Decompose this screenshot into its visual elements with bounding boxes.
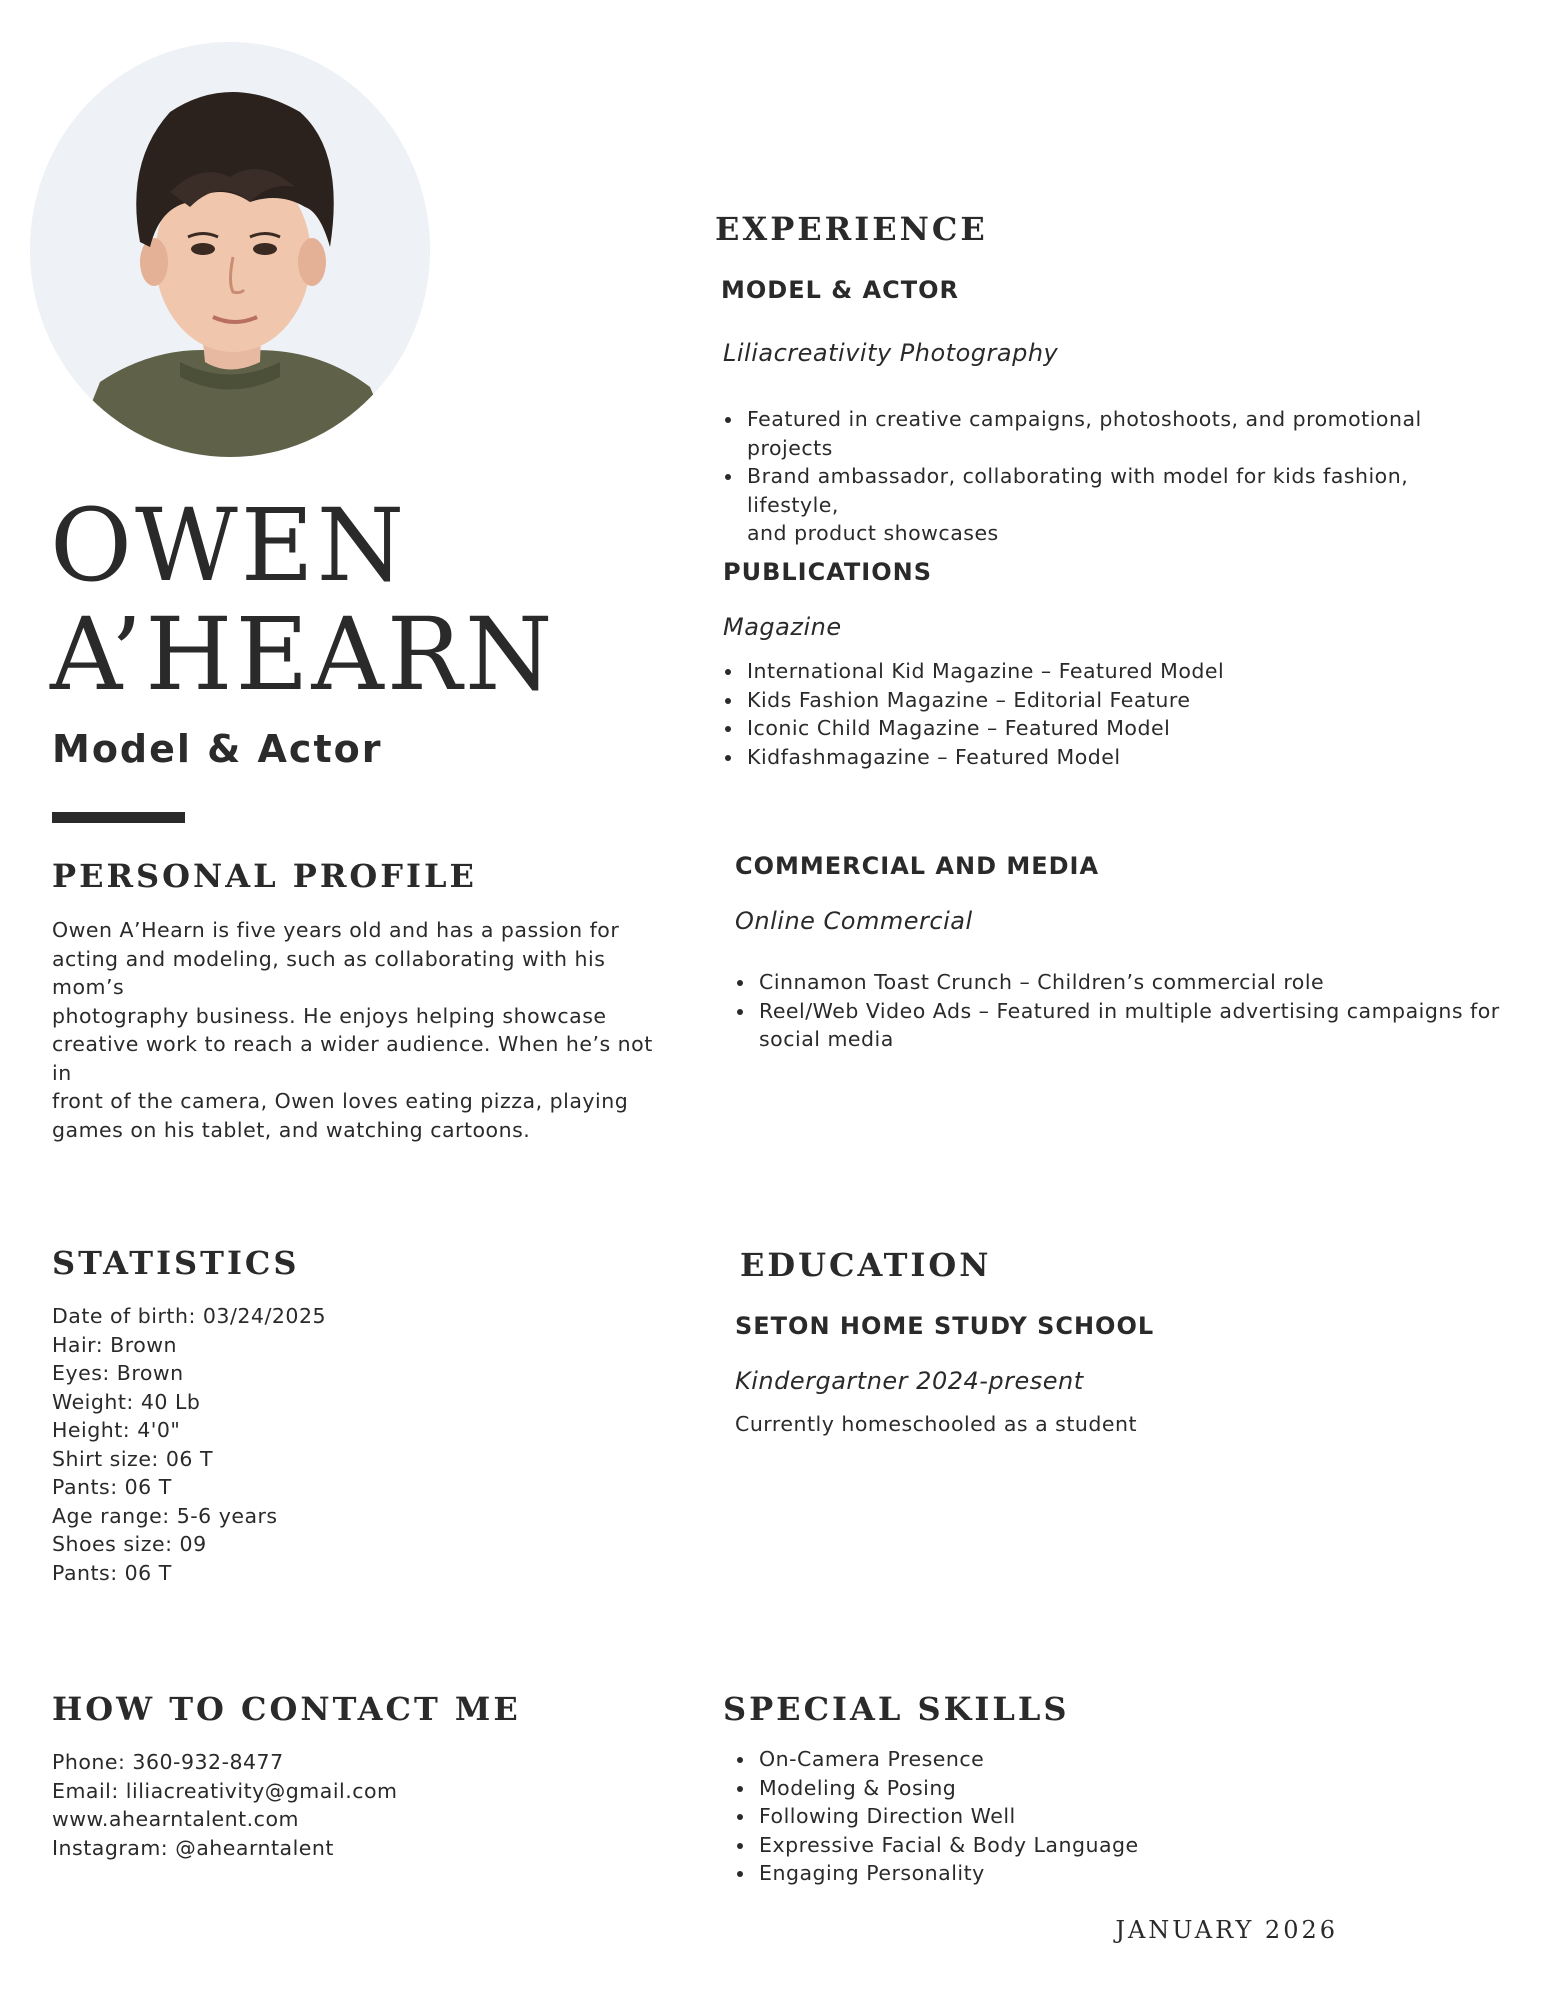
list-item: Cinnamon Toast Crunch – Children’s commercial role (735, 968, 1515, 997)
stat-item: Pants: 06 T (52, 1560, 172, 1585)
profile-text: Owen A’Hearn is five years old and has a passion for acting and modeling, such as collaborating with his mom’s photography business. He enjoys helping showcase creative work to reach a wider audience. When he’s not in front of the camera, Owen loves eating pizza, playing games on his tablet, and watching cartoons. (52, 918, 653, 1142)
statistics-heading: STATISTICS (52, 1244, 300, 1282)
experience-bullets (723, 405, 1503, 548)
contact-list (52, 1748, 398, 1862)
list-item: Iconic Child Magazine – Featured Model (723, 714, 1503, 743)
list-item: Kidfashmagazine – Featured Model (723, 743, 1503, 772)
contact-website[interactable]: www.ahearntalent.com (52, 1807, 299, 1831)
stat-item: Height: 4'0" (52, 1418, 181, 1442)
list-item: Featured in creative campaigns, photoshoots, and promotional projects (723, 405, 1503, 462)
divider-bar (52, 812, 185, 823)
list-item: Brand ambassador, collaborating with model for kids fashion, lifestyle, and product showcases (723, 462, 1503, 548)
stat-item: Weight: 40 Lb (52, 1389, 201, 1414)
list-item: Modeling & Posing (735, 1774, 1435, 1803)
child-portrait-image (30, 42, 430, 457)
name-first: OWEN (50, 487, 408, 604)
commercial-heading: COMMERCIAL AND MEDIA (735, 852, 1100, 880)
profile-heading: PERSONAL PROFILE (52, 857, 477, 895)
list-item: Kids Fashion Magazine – Editorial Feature (723, 686, 1503, 715)
stat-item: Shirt size: 06 T (52, 1446, 213, 1471)
experience-title: MODEL & ACTOR (721, 276, 959, 304)
statistics-list (52, 1302, 326, 1587)
stat-item: Pants: 06 T (52, 1475, 172, 1499)
publications-heading: PUBLICATIONS (723, 558, 932, 586)
publications-bullets (723, 657, 1503, 771)
contact-instagram[interactable]: Instagram: @ahearntalent (52, 1835, 334, 1860)
contact-heading: HOW TO CONTACT ME (52, 1690, 521, 1728)
commercial-bullets (735, 968, 1515, 1054)
education-note: Currently homeschooled as a student (735, 1412, 1138, 1436)
stat-item: Eyes: Brown (52, 1361, 184, 1385)
skills-bullets (735, 1745, 1435, 1888)
commercial-subtitle: Online Commercial (735, 907, 973, 935)
name-last: A’HEARN (50, 596, 556, 713)
education-heading: EDUCATION (740, 1246, 992, 1284)
stat-item: Age range: 5-6 years (52, 1503, 278, 1528)
list-item: Following Direction Well (735, 1802, 1435, 1831)
role-title: Model & Actor (52, 727, 383, 771)
publications-subtitle: Magazine (723, 613, 842, 641)
experience-company: Liliacreativity Photography (723, 339, 1059, 367)
list-item: On-Camera Presence (735, 1745, 1435, 1774)
stat-item: Hair: Brown (52, 1332, 178, 1357)
profile-photo (30, 42, 430, 457)
education-school: SETON HOME STUDY SCHOOL (735, 1312, 1155, 1340)
list-item: Reel/Web Video Ads – Featured in multiple advertising campaigns for social media (735, 997, 1515, 1054)
skills-heading: SPECIAL SKILLS (723, 1690, 1070, 1728)
education-period: Kindergartner 2024-present (735, 1367, 1084, 1395)
list-item: Expressive Facial & Body Language (735, 1831, 1435, 1860)
stat-item: Date of birth: 03/24/2025 (52, 1304, 327, 1328)
list-item: International Kid Magazine – Featured Model (723, 657, 1503, 686)
document-date: JANUARY 2026 (1115, 1916, 1338, 1944)
experience-heading: EXPERIENCE (715, 210, 988, 248)
contact-email[interactable]: Email: liliacreativity@gmail.com (52, 1778, 398, 1803)
list-item: Engaging Personality (735, 1859, 1435, 1888)
contact-phone[interactable]: Phone: 360-932-8477 (52, 1750, 284, 1774)
stat-item: Shoes size: 09 (52, 1532, 207, 1556)
